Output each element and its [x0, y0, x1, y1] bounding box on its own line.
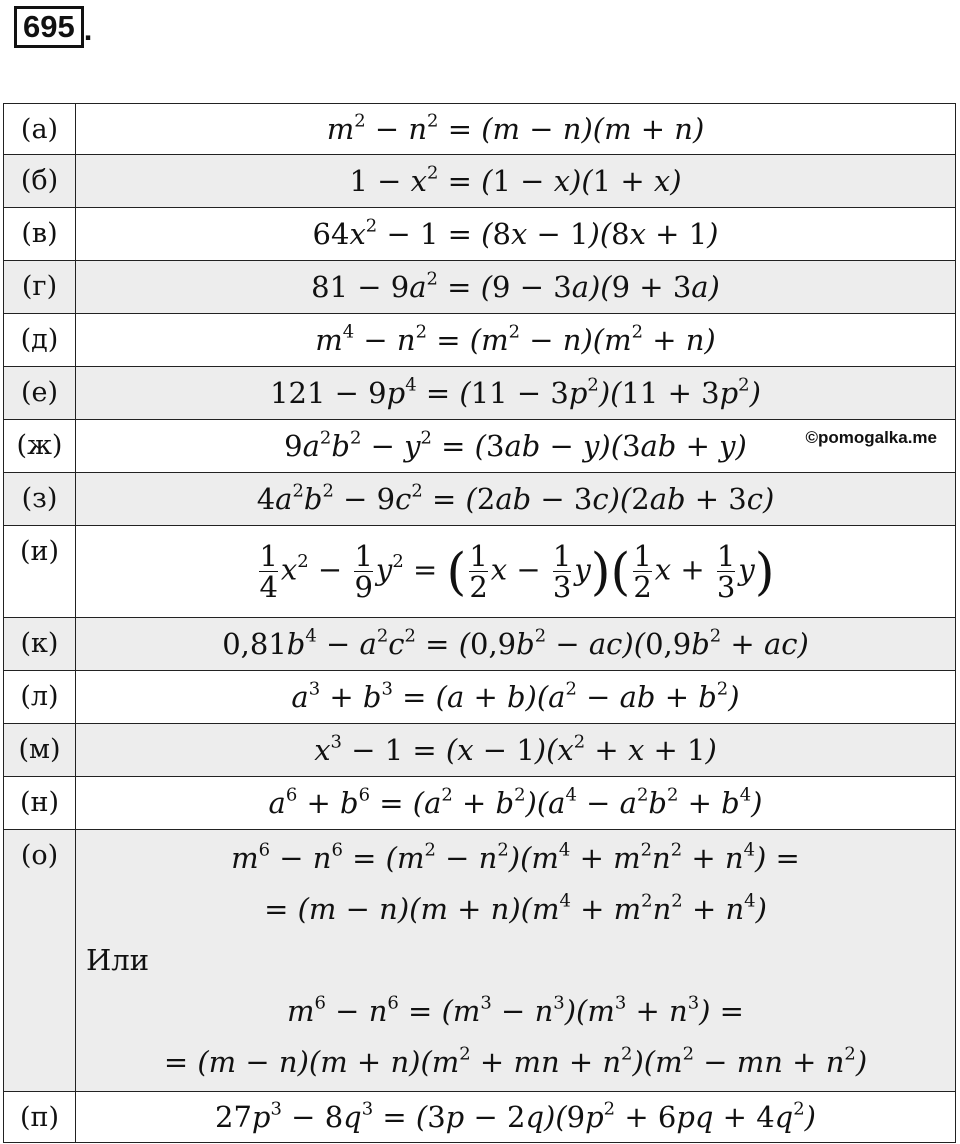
equation: $m^4 - n^2 = (m^2 - n)(m^2 + n)$ [76, 314, 956, 367]
equation-line: $m^6 - n^6 = (m^2 - n^2)(m^4 + m^2n^2 + n^4)$ = [231, 839, 800, 875]
problem-number [14, 6, 92, 48]
equation-line: = $(m - n)(m + n)(m^4 + m^2n^2 + n^4)$ [264, 890, 767, 926]
table-row [4, 526, 956, 618]
row-label: (л) [4, 671, 76, 724]
row-label: (о) [4, 830, 76, 1092]
table-row [4, 314, 956, 367]
table-row [4, 1092, 956, 1143]
equation: $64x^2 - 1 = (8x - 1)(8x + 1)$ [76, 208, 956, 261]
problem-number-box: 695 [14, 6, 84, 48]
equation: $a^3 + b^3 = (a + b)(a^2$ − ab + $b^2$) [76, 671, 956, 724]
table-row [4, 104, 956, 155]
fraction: $\frac{1}{3}$ [716, 539, 736, 604]
equation: $1 - x^2 = (1 - x)(1 + x)$ [76, 155, 956, 208]
table-row [4, 473, 956, 526]
table-row [4, 671, 956, 724]
watermark: ©pomogalka.me [805, 428, 937, 447]
problem-number-dot: . [83, 12, 93, 47]
row-label: (б) [4, 155, 76, 208]
table-row [4, 367, 956, 420]
row-label: (к) [4, 618, 76, 671]
row-label: (г) [4, 261, 76, 314]
or-word: Или [86, 943, 150, 977]
equation: $81 - 9a^2 = (9 - 3a)(9 + 3a)$ [76, 261, 956, 314]
equation: $9a^2b^2 - y^2 = (3ab - y)(3ab + y)$ ©pomogalka.me [76, 420, 956, 473]
row-label: (м) [4, 724, 76, 777]
equation: $0,81b^4 - a^2c^2 = (0,9b^2 - ac)(0,9b^2 + ac)$ [76, 618, 956, 671]
fraction: $\frac{1}{2}$ [633, 539, 652, 604]
row-label: (п) [4, 1092, 76, 1143]
row-label: (е) [4, 367, 76, 420]
row-label: (з) [4, 473, 76, 526]
equation: $4a^2b^2 - 9c^2 = (2ab - 3c)(2ab + 3c)$ [76, 473, 956, 526]
row-label: (н) [4, 777, 76, 830]
table-row [4, 261, 956, 314]
equation: $121 - 9p^4 = (11 - 3p^2)(11 + 3p^2)$ [76, 367, 956, 420]
equation: $27p^3 - 8q^3 = (3p - 2q)(9p^2 + 6pq + 4q^2)$ [76, 1092, 956, 1143]
table-row [4, 208, 956, 261]
row-label: (д) [4, 314, 76, 367]
fraction: $\frac{1}{9}$ [354, 539, 373, 604]
equation: $m^2 - n^2 = (m - n)(m + n)$ [76, 104, 956, 155]
equation: $x^3 - 1 = (x - 1)(x^2 + x + 1)$ [76, 724, 956, 777]
row-label: (и) [4, 526, 76, 618]
equation: $\frac{1}{4}$ $x^2$ − $\frac{1}{9}$ $y^2$ = ( $\frac{1}{2}$ x − $\frac{1}{3}$ y)( $\frac{1}{2}$ x + $\frac{1}{3}$ y) [76, 526, 956, 618]
table-row [4, 618, 956, 671]
row-label: (в) [4, 208, 76, 261]
equation-line: $m^6 - n^6 = (m^3 - n^3)(m^3 + n^3)$ = [287, 992, 744, 1028]
fraction: $\frac{1}{3}$ [552, 539, 572, 604]
row-label: (ж) [4, 420, 76, 473]
row-label: (а) [4, 104, 76, 155]
table-row [4, 830, 956, 1092]
solutions-table [3, 103, 956, 1143]
table-row [4, 777, 956, 830]
fraction: $\frac{1}{2}$ [469, 539, 488, 604]
equation: $a^6 + b^6 = (a^2 + b^2)(a^4 - a^2b^2 + b^4)$ [76, 777, 956, 830]
equation-multiline [76, 830, 956, 1092]
fraction: $\frac{1}{4}$ [259, 539, 278, 604]
table-row [4, 420, 956, 473]
equation-line: = $(m - n)(m + n)(m^2$ + mn + $n^2)(m^2$ − mn + $n^2$) [163, 1043, 868, 1079]
table-row [4, 155, 956, 208]
table-row [4, 724, 956, 777]
